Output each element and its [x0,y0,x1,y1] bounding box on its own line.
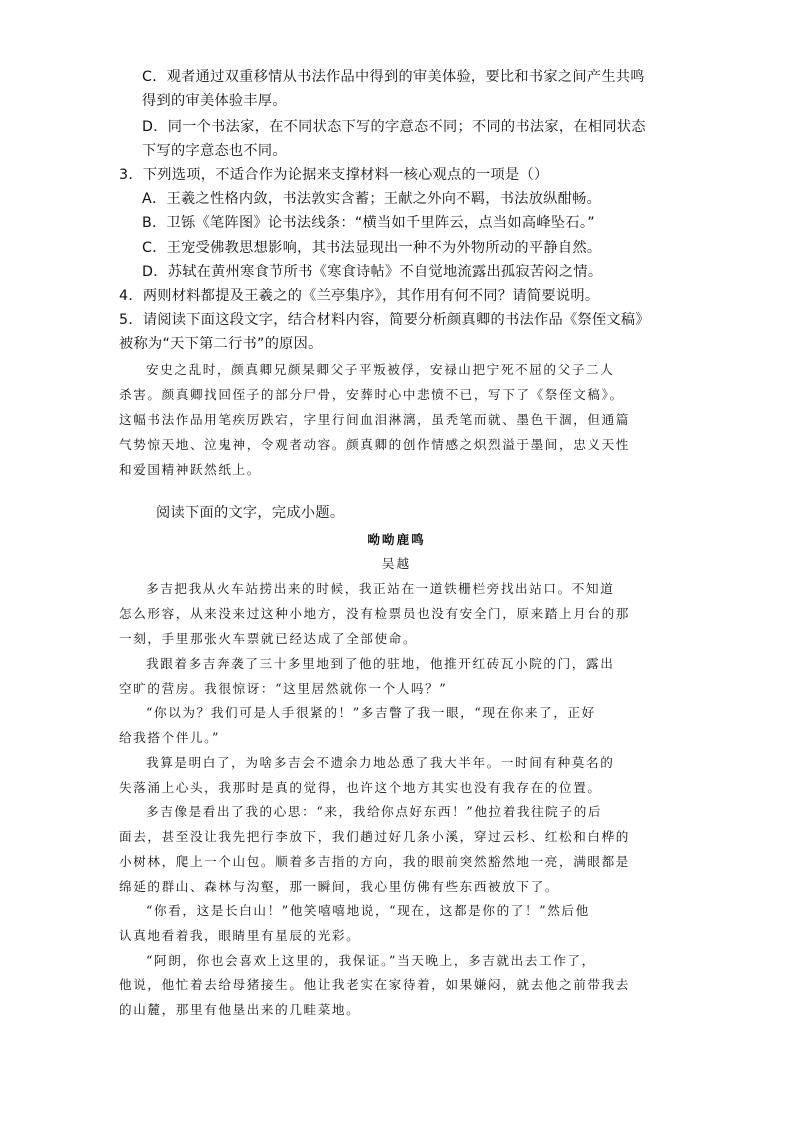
story-line: “你看，这是长白山！”他笑嘻嘻地说，“现在，这都是你的了！”然后他 [146,903,590,918]
story-line: 多吉把我从火车站捞出来的时候，我正站在一道铁栅栏旁找出站口。不知道 [146,581,615,596]
story-line: 认真地看着我，眼睛里有星辰的光彩。 [119,928,361,943]
story-line: “你以为？我们可是人手很紧的！”多吉瞥了我一眼，“现在你来了，正好 [146,705,596,720]
story-line: 小树林，爬上一个山包。顺着多吉指的方向，我的眼前突然豁然地一亮，满眼都是 [119,854,630,869]
passage-line: 安史之乱时，颜真卿兄颜杲卿父子平叛被俘，安禄山把宁死不屈的父子二人 [146,362,615,377]
q5-stem-line-1: 5．请阅读下面这段文字，结合材料内容，简要分析颜真卿的书法作品《祭侄文稿》 [119,312,650,328]
story-line: 给我搭个伴儿。” [119,730,221,745]
q2-option-d-line-1: D．同一个书法家，在不同状态下写的字意态不同；不同的书法家，在相同状态 [142,119,646,135]
story-line: 多吉像是看出了我的心思：“来，我给你点好东西！”他拉着我往院子的后 [146,804,603,819]
story-line: 我跟着多吉奔袭了三十多里地到了他的驻地，他推开红砖瓦小院的门，露出 [146,656,615,671]
story-title: 呦呦鹿鸣 [367,532,426,547]
q3-option-c: C．王宠受佛教思想影响，其书法显现出一种不为外物所动的平静自然。 [142,240,602,256]
q3-stem: 3．下列选项，不适合作为论据来支撑材料一核心观点的一项是（） [119,167,549,183]
q2-option-c-line-1: C．观者通过双重移情从书法作品中得到的审美体验，要比和书家之间产生共鸣 [142,69,645,85]
story-line: “阿朗，你也会喜欢上这里的，我保证。”当天晚上，多吉就出去工作了， [146,953,596,968]
q4-stem: 4．两则材料都提及王羲之的《兰亭集序》，其作用有何不同？请简要说明。 [119,288,600,304]
story-line: 他说，他忙着去给母猪接生。他让我老实在家待着，如果嫌闷，就去他之前带我去 [119,977,630,992]
story-line: 我算是明白了，为啥多吉会不遗余力地怂恿了我大半年。一时间有种莫名的 [146,755,615,770]
q3-option-a: A．王羲之性格内敛，书法敦实含蓄；王献之外向不羁，书法放纵酣畅。 [142,191,602,207]
story-line: 空旷的营房。我很惊讶：“这里居然就你一个人吗？” [119,681,448,696]
q2-option-d-line-2: 下写的字意态也不同。 [142,143,287,159]
q5-stem-line-2: 被称为“天下第二行书”的原因。 [119,336,323,352]
story-line: 一刻，手里那张火车票就已经达成了全部使命。 [119,631,418,646]
passage-line: 这幅书法作品用笔疾厉跌宕，字里行间血泪淋漓，虽秃笔而就、墨色干涸，但通篇 [119,412,630,427]
story-line: 面去，甚至没让我先把行李放下，我们趟过好几条小溪，穿过云杉、红松和白桦的 [119,829,630,844]
q3-option-b: B．卫铄《笔阵图》论书法线条：“横当如千里阵云，点当如高峰坠石。” [142,215,595,231]
story-line: 失落涌上心头，我那时是真的觉得，也许这个地方其实也没有我存在的位置。 [119,780,602,795]
story-line: 怎么形容，从来没来过这种小地方，没有检票员也没有安全门，原来踏上月台的那 [119,606,630,621]
story-author: 吴越 [381,556,412,571]
passage-line: 杀害。颜真卿找回侄子的部分尸骨，安葬时心中悲愤不已，写下了《祭侄文稿》。 [119,387,624,402]
section-intro: 阅读下面的文字，完成小题。 [156,505,345,521]
q3-option-d: D．苏轼在黄州寒食节所书《寒食诗帖》不自觉地流露出孤寂苦闷之情。 [142,264,603,280]
passage-line: 和爱国精神跃然纸上。 [119,462,261,477]
q2-option-c-line-2: 得到的审美体验丰厚。 [142,93,287,109]
passage-line: 气势惊天地、泣鬼神，令观者动容。颜真卿的创作情感之炽烈溢于墨间，忠义天性 [119,437,630,452]
story-line: 的山麓，那里有他垦出来的几畦菜地。 [119,1002,361,1017]
story-line: 绵延的群山、森林与沟壑，那一瞬间，我心里仿佛有些东西被放下了。 [119,879,560,894]
